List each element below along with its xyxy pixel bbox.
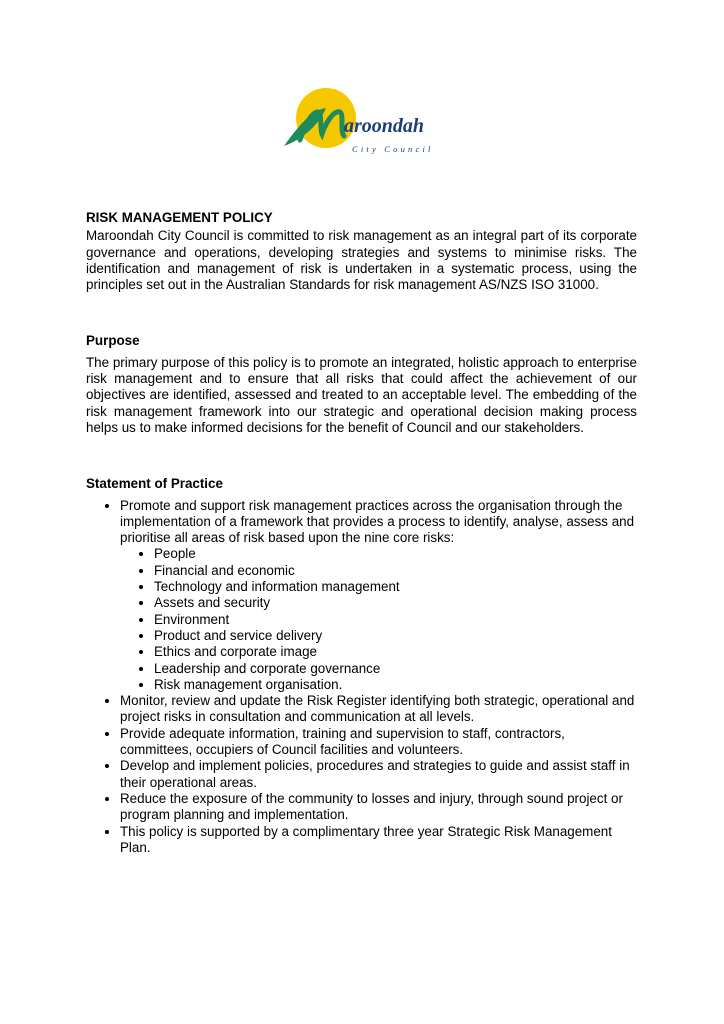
list-item (120, 498, 637, 694)
practice-item-text: Promote and support risk management practices across the organisation through the implementation of a framework that provides a process to identify, analyse, assess and prioritise all areas of risk based upon the nine core risks: (120, 497, 635, 546)
core-risk-item: • Technology and information management (154, 579, 637, 595)
core-risk-item: • People (154, 546, 637, 562)
policy-document (86, 210, 637, 856)
core-risk-item: • Product and service delivery (154, 628, 637, 644)
policy-section (86, 210, 637, 293)
maroondah-logo (276, 82, 456, 160)
core-risk-item: • Financial and economic (154, 563, 637, 579)
list-item: • Reduce the exposure of the community to losses and injury, through sound project or program planning and implementation. (120, 791, 637, 824)
practice-title: Statement of Practice (86, 476, 223, 492)
core-risk-item: • Ethics and corporate image (154, 644, 637, 660)
policy-body: Maroondah City Council is committed to risk management as an integral part of its corporate governance and operations, developing strategies and systems to minimise risks. The identification and management of risk is undertaken in a systematic process, using the principles set out in the Australian Standards for risk management AS/NZS ISO 31000. (86, 228, 637, 293)
logo-graphic (276, 82, 456, 160)
policy-title: RISK MANAGEMENT POLICY (86, 210, 273, 225)
purpose-body: The primary purpose of this policy is to promote an integrated, holistic approach to enterprise risk management and to ensure that all risks that could affect the achievement of our objectives are identified, assessed and treated to an acceptable level. The embedding of the risk management framework into our strategic and operational decision making process helps us to make informed decisions for the benefit of Council and our stakeholders. (86, 354, 637, 435)
practice-section (86, 476, 637, 856)
list-item: • Provide adequate information, training and supervision to staff, contractors, committees, occupiers of Council facilities and volunteers. (120, 726, 637, 759)
purpose-section (86, 333, 637, 436)
core-risk-item: • Risk management organisation. (154, 677, 637, 693)
core-risk-item: • Leadership and corporate governance (154, 661, 637, 677)
list-item: • Develop and implement policies, procedures and strategies to guide and assist staff in their operational areas. (120, 758, 637, 791)
list-item: • Monitor, review and update the Risk Register identifying both strategic, operational and project risks in consultation and communication at all levels. (120, 693, 637, 726)
core-risk-item: • Assets and security (154, 595, 637, 611)
core-risk-item: • Environment (154, 612, 637, 628)
core-risks-list (120, 546, 637, 693)
purpose-title: Purpose (86, 333, 140, 349)
practice-list (86, 498, 637, 857)
logo-wordmark: aroondah (344, 115, 425, 137)
logo-subtitle: City Council (352, 144, 434, 154)
list-item: • This policy is supported by a complimentary three year Strategic Risk Management Plan. (120, 824, 637, 857)
